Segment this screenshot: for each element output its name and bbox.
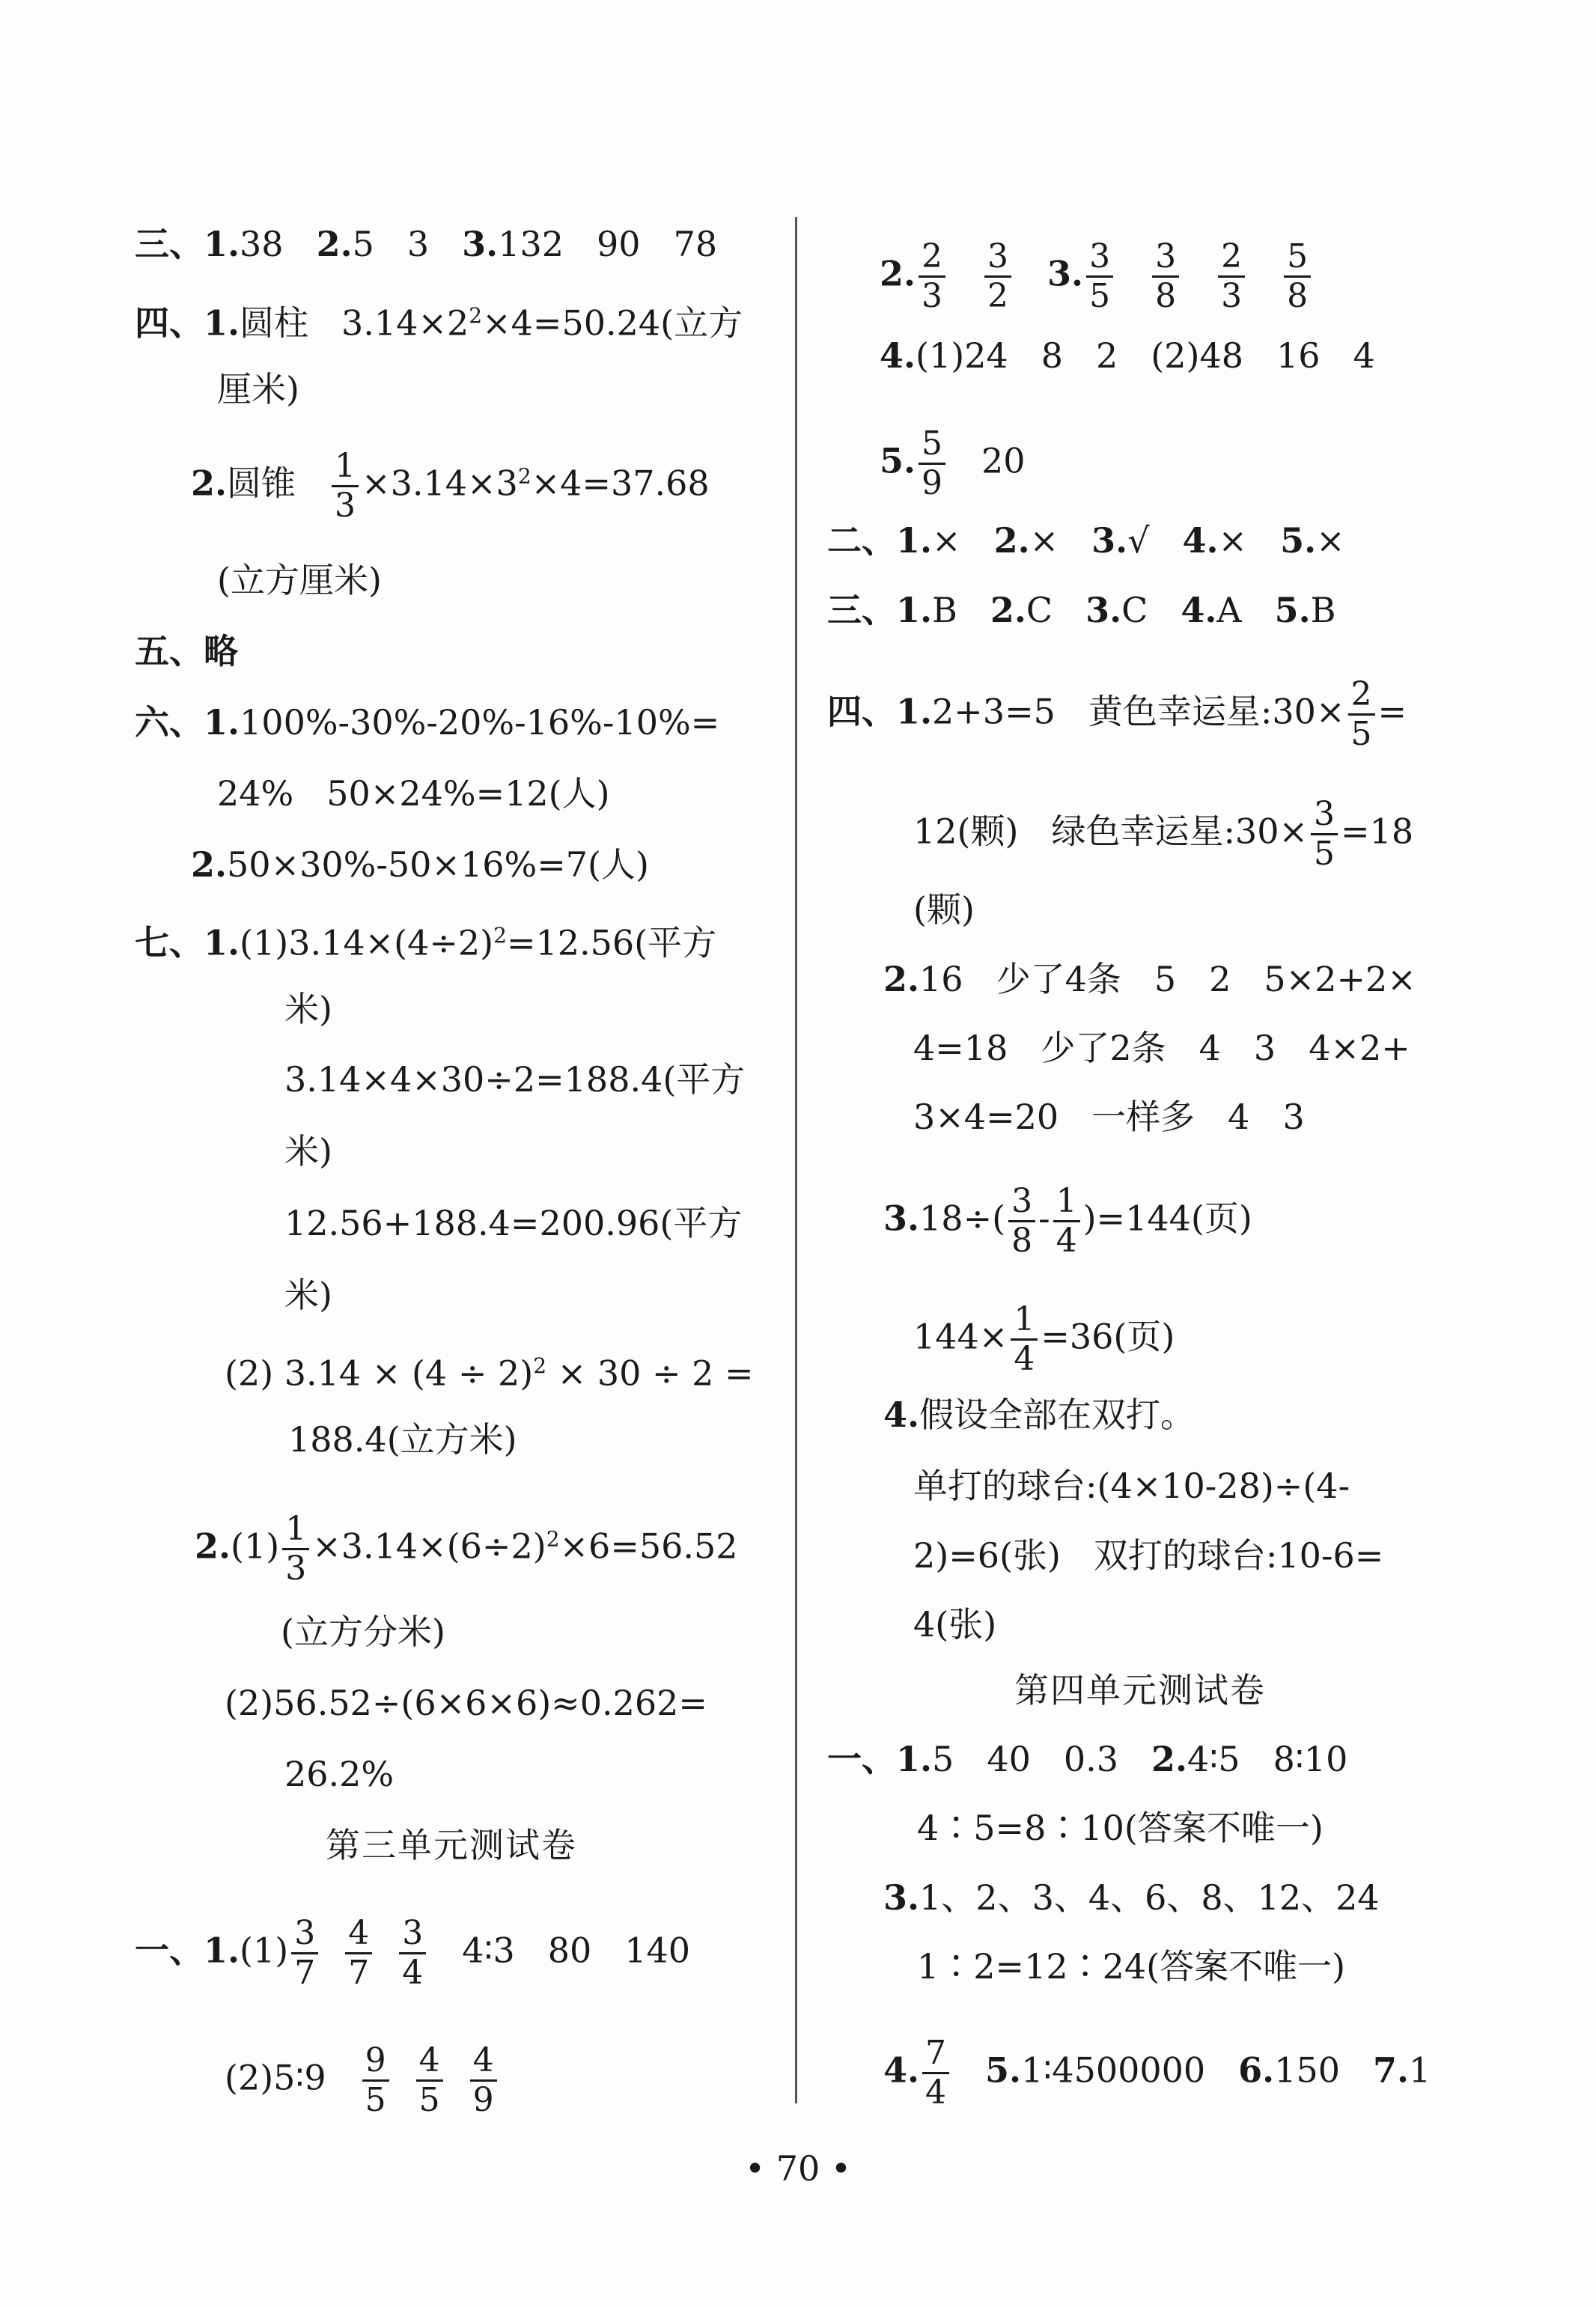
numerator: 3 — [1086, 240, 1113, 278]
answer: 4∶5 — [1187, 1739, 1240, 1779]
item-number: 1. — [204, 702, 240, 743]
denominator: 5 — [418, 2081, 440, 2120]
answer: 1∶4500000 — [1021, 2050, 1206, 2091]
formula: (2) 3.14 × (4 ÷ 2) — [225, 1353, 534, 1394]
answer: √ — [1127, 520, 1150, 561]
numerator: 2 — [919, 240, 945, 278]
denominator: 2 — [987, 277, 1009, 316]
item-number: 4. — [1182, 520, 1219, 561]
answer: 20 — [981, 440, 1026, 481]
left-section-si-1 — [135, 293, 743, 345]
left-liu-1-cont — [217, 771, 610, 816]
left-u3-1-part2 — [225, 2041, 500, 2120]
formula: 3.14×4×30÷2=188.4(平方 — [284, 1059, 746, 1100]
formula: 50×30%-50×16%=7(人) — [227, 844, 649, 885]
answer: (2)48 — [1151, 335, 1243, 376]
answer: 3 — [1282, 1097, 1305, 1137]
numerator: 2 — [1218, 240, 1245, 278]
formula: ×6=56.52 — [559, 1526, 738, 1567]
fraction — [1311, 795, 1338, 874]
denominator: 4 — [1056, 1222, 1077, 1261]
right-si-4-line4 — [913, 1602, 996, 1647]
formula: 5×2+2× — [1264, 959, 1416, 999]
denominator: 3 — [922, 277, 943, 316]
fraction — [399, 1914, 426, 1993]
denominator: 8 — [1155, 277, 1177, 316]
formula: (2)56.52÷(6×6×6)≈0.262= — [225, 1683, 707, 1723]
item-number: 1. — [204, 1930, 240, 1971]
numerator: 3 — [399, 1916, 426, 1954]
formula: (1) — [240, 1930, 289, 1971]
right-u4-4-7 — [883, 2036, 1431, 2110]
denominator: 3 — [335, 487, 356, 525]
item-number: 2. — [993, 520, 1030, 561]
formula: 米) — [284, 1131, 332, 1171]
answer: 4 — [1228, 1097, 1250, 1137]
answer: 圆柱 — [240, 302, 309, 344]
fraction — [922, 2036, 949, 2110]
item-number: 4. — [880, 335, 916, 376]
numerator: 1 — [1011, 1302, 1038, 1341]
right-section-si-1 — [827, 677, 1407, 752]
answer: 假设全部在双打。 — [919, 1395, 1196, 1435]
right-section-san — [827, 588, 1335, 633]
left-qi-2 — [195, 1512, 738, 1586]
answer: 78 — [673, 224, 718, 264]
answer: × — [1316, 520, 1345, 561]
exponent: 2 — [546, 1526, 560, 1552]
answer: 5 — [352, 224, 374, 264]
answer: 140 — [624, 1930, 691, 1971]
left-qi-1-part2 — [225, 1344, 754, 1395]
numerator: 1 — [332, 449, 359, 487]
right-u4-2-cont — [917, 1805, 1324, 1850]
answer: C — [1121, 590, 1148, 630]
denominator: 8 — [1011, 1222, 1033, 1261]
formula: - — [1038, 1198, 1050, 1239]
left-qi-1-line2-cont — [284, 1129, 332, 1174]
answer: 16 — [1276, 335, 1321, 376]
unit4-title — [1014, 1668, 1266, 1713]
item-number: 5. — [1274, 590, 1311, 630]
answer: 16 — [919, 959, 963, 999]
answer: 0.3 — [1063, 1739, 1119, 1779]
item-number: 1. — [896, 691, 933, 732]
section-label: 七、 — [135, 922, 204, 963]
formula: 2)=6(张) — [913, 1535, 1061, 1576]
answer: 5 — [932, 1739, 954, 1779]
right-si-2-line2 — [913, 1025, 1410, 1070]
item-number: 2. — [990, 590, 1026, 630]
left-section-wu — [135, 629, 238, 674]
section-label: 一、 — [135, 1930, 204, 1971]
fraction — [345, 1914, 372, 1993]
item-number: 2. — [880, 253, 916, 294]
left-qi-2-part2 — [225, 1680, 707, 1725]
formula: (立方厘米) — [217, 560, 382, 600]
unit3-title — [326, 1823, 577, 1868]
answer: C — [1026, 590, 1053, 630]
fraction — [332, 449, 359, 523]
answer: × — [1218, 520, 1248, 561]
numerator: 5 — [919, 427, 945, 465]
fraction — [919, 424, 945, 503]
item-number: 5. — [1280, 520, 1317, 561]
denominator: 8 — [1287, 277, 1309, 316]
item-number: 4. — [883, 1395, 920, 1435]
item-number: 1. — [204, 302, 240, 344]
formula: 黄色幸运星:30× — [1088, 691, 1345, 732]
formula: 单打的球台:(4×10-28)÷(4- — [913, 1466, 1350, 1506]
left-qi-1-line3 — [284, 1201, 742, 1246]
formula: 3.14×2 — [341, 302, 469, 344]
formula: (2)5∶9 — [225, 2057, 326, 2098]
formula: 50×24%=12(人) — [326, 773, 610, 814]
formula: 100%-30%-20%-16%-10%= — [240, 702, 720, 743]
numerator: 3 — [291, 1916, 318, 1954]
answer: 8 — [1041, 335, 1064, 376]
denominator: 7 — [348, 1954, 370, 1993]
fraction — [470, 2041, 497, 2120]
formula: =36(页) — [1041, 1316, 1175, 1357]
formula: ×3.14×(6÷2) — [312, 1526, 546, 1567]
item-number: 3. — [883, 1198, 920, 1239]
denominator: 4 — [925, 2073, 947, 2112]
answer: × — [1029, 520, 1059, 561]
right-si-4-line2 — [913, 1463, 1350, 1508]
formula: =18 — [1341, 811, 1414, 852]
left-si-2 — [191, 449, 710, 523]
fraction — [1008, 1182, 1035, 1261]
answer: 4 — [1353, 335, 1375, 376]
item-number: 2. — [191, 844, 228, 885]
answer: 4∶3 — [462, 1930, 515, 1971]
item-number: 4. — [1181, 590, 1217, 630]
right-u4-3-cont — [917, 1944, 1345, 1989]
fraction — [416, 2041, 443, 2120]
item-number: 3. — [883, 1877, 920, 1918]
answer: 3 — [406, 224, 430, 264]
fraction — [291, 1914, 318, 1993]
item-number: 1. — [896, 590, 933, 630]
numerator: 3 — [984, 240, 1011, 278]
right-item-5 — [880, 424, 1026, 503]
fraction — [282, 1512, 309, 1586]
answer: 1 — [1409, 2050, 1431, 2091]
numerator: 5 — [1284, 240, 1311, 278]
left-qi-2-part2-cont — [284, 1752, 394, 1796]
answer: A — [1216, 590, 1242, 630]
item-number: 7. — [1373, 2050, 1410, 2091]
denominator: 3 — [1221, 277, 1243, 316]
item-number: 5. — [985, 2050, 1022, 2091]
item-number: 1. — [204, 224, 240, 264]
fraction — [1152, 237, 1179, 316]
answer: 1、2、3、4、6、8、12、24 — [919, 1877, 1380, 1918]
formula: 144× — [913, 1316, 1008, 1357]
formula: (颗) — [913, 889, 975, 930]
formula: 12(颗) — [913, 811, 1019, 852]
answer: B — [932, 590, 957, 630]
left-u3-yi-1 — [135, 1914, 691, 1993]
item-number: 3. — [462, 224, 499, 264]
answer: B — [1310, 590, 1336, 630]
formula: 米) — [284, 989, 332, 1029]
formula: 4=18 — [913, 1028, 1008, 1068]
answer: 40 — [987, 1739, 1031, 1779]
fraction — [1218, 237, 1245, 316]
denominator: 9 — [472, 2081, 494, 2120]
section-label: 四、 — [135, 302, 204, 344]
right-u4-3 — [883, 1875, 1380, 1920]
formula: =12.56(平方 — [506, 922, 717, 963]
column-divider — [795, 217, 797, 2103]
item-number: 3. — [1091, 520, 1128, 561]
item-number: 2. — [316, 224, 353, 264]
section-label: 三、 — [827, 590, 896, 630]
denominator: 7 — [294, 1954, 316, 1993]
right-si-1-cont2 — [913, 887, 975, 932]
numerator: 4 — [470, 2044, 497, 2082]
left-section-qi — [135, 913, 716, 965]
answer: 2 — [1096, 335, 1118, 376]
answer: 3 — [1253, 1028, 1276, 1068]
item-number: 1. — [204, 922, 240, 963]
formula: 24% — [217, 773, 294, 814]
heading-text: 第三单元测试卷 — [326, 1825, 577, 1865]
numerator: 3 — [1152, 240, 1179, 278]
formula: (立方分米) — [281, 1612, 445, 1652]
denominator: 4 — [402, 1954, 424, 1993]
formula: ×4=37.68 — [531, 463, 710, 504]
page-number-text: 70 — [776, 2148, 820, 2189]
item-number: 3. — [1085, 590, 1122, 630]
left-qi-1-line3-cont — [284, 1273, 332, 1317]
formula: 18÷( — [919, 1198, 1006, 1239]
denominator: 3 — [285, 1549, 307, 1588]
numerator: 3 — [1311, 797, 1338, 835]
numerator: 1 — [1053, 1184, 1080, 1222]
denominator: 5 — [1314, 835, 1335, 874]
formula: (1)3.14×(4÷2) — [240, 922, 494, 963]
fraction — [1348, 677, 1375, 752]
right-si-2 — [883, 957, 1416, 1002]
formula: ×3.14×3 — [362, 463, 518, 504]
left-section-san — [135, 222, 717, 266]
answer: × — [932, 520, 961, 561]
section-label: 二、 — [827, 520, 896, 561]
right-item-2-3 — [880, 237, 1314, 316]
answer: 4 — [1198, 1028, 1221, 1068]
numerator: 4 — [416, 2044, 443, 2082]
item-number: 3. — [1047, 253, 1084, 294]
fraction — [362, 2041, 389, 2120]
section-label: 三、 — [135, 224, 204, 264]
formula: 4×2+ — [1309, 1028, 1410, 1068]
item-number: 2. — [883, 959, 920, 999]
numerator: 3 — [1008, 1184, 1035, 1222]
right-si-4-line3 — [913, 1533, 1383, 1578]
fraction — [984, 237, 1011, 316]
answer: 90 — [597, 224, 641, 264]
numerator: 2 — [1348, 677, 1375, 716]
formula: 2+3=5 — [932, 691, 1056, 732]
numerator: 9 — [362, 2044, 389, 2082]
section-label: 六、 — [135, 702, 204, 743]
section-label: 一、 — [827, 1739, 896, 1779]
left-qi-2-cont — [281, 1609, 445, 1654]
right-item-4 — [880, 333, 1375, 378]
formula: )=144(页) — [1082, 1198, 1252, 1239]
denominator: 4 — [1014, 1340, 1035, 1379]
formula: 26.2% — [284, 1754, 395, 1794]
fraction — [1053, 1182, 1080, 1261]
left-section-liu — [135, 700, 719, 745]
exponent: 2 — [493, 923, 507, 948]
formula: 1∶2=12∶24(答案不唯一) — [917, 1946, 1346, 1987]
formula: = — [1377, 691, 1407, 732]
right-si-1-cont — [913, 795, 1414, 874]
heading-text: 第四单元测试卷 — [1014, 1670, 1266, 1710]
right-si-3-line2 — [913, 1302, 1175, 1377]
right-si-2-line3 — [913, 1094, 1305, 1139]
fraction — [1284, 237, 1311, 316]
answer: 5 — [1154, 959, 1177, 999]
formula: 绿色幸运星:30× — [1051, 811, 1309, 852]
formula: 米) — [284, 1275, 332, 1315]
formula: 4∶5=8∶10(答案不唯一) — [917, 1808, 1324, 1848]
right-u4-yi — [827, 1737, 1347, 1782]
answer: 少了4条 — [996, 959, 1121, 999]
left-si-1-cont — [217, 367, 299, 412]
left-qi-1-part2-cont — [288, 1417, 517, 1462]
answer: 132 — [498, 224, 564, 264]
right-si-4 — [883, 1392, 1195, 1437]
denominator: 5 — [1350, 715, 1372, 754]
fraction — [1086, 237, 1113, 316]
item-number: 2. — [1151, 1739, 1188, 1779]
item-number: 5. — [880, 440, 916, 481]
answer: 少了2条 — [1041, 1028, 1166, 1068]
numerator: 7 — [922, 2036, 949, 2074]
item-number: 6. — [1238, 2050, 1275, 2091]
answer: 8∶10 — [1273, 1739, 1348, 1779]
numerator: 4 — [345, 1916, 372, 1954]
exponent: 2 — [517, 463, 532, 489]
right-section-er — [827, 518, 1345, 563]
answer: 2 — [1209, 959, 1231, 999]
item-number: 4. — [883, 2050, 920, 2091]
item-number: 1. — [896, 1739, 933, 1779]
answer: 150 — [1274, 2050, 1341, 2091]
section-label: 四、 — [827, 691, 896, 732]
formula: 4(张) — [913, 1604, 997, 1645]
item-number: 2. — [195, 1526, 231, 1567]
left-si-2-cont — [217, 558, 382, 603]
right-si-3 — [883, 1182, 1252, 1261]
fraction — [1011, 1302, 1038, 1377]
item-number: 2. — [191, 463, 228, 504]
answer: 80 — [547, 1930, 592, 1971]
exponent: 2 — [533, 1353, 547, 1378]
fraction — [919, 237, 945, 316]
left-qi-1-line2 — [284, 1057, 745, 1102]
formula: 3×4=20 — [913, 1097, 1059, 1137]
formula: 12.56+188.4=200.96(平方 — [284, 1203, 743, 1243]
answer: 38 — [240, 224, 284, 264]
left-qi-1-cont — [284, 987, 332, 1031]
formula: 双打的球台:10-6= — [1093, 1535, 1384, 1576]
denominator: 5 — [1089, 277, 1111, 316]
formula: ×4=50.24(立方 — [482, 302, 743, 344]
answer: (1)24 — [916, 335, 1008, 376]
item-number: 1. — [896, 520, 933, 561]
denominator: 9 — [922, 464, 943, 503]
formula: (1) — [231, 1526, 280, 1567]
answer: 一样多 — [1091, 1097, 1196, 1137]
numerator: 1 — [282, 1512, 309, 1550]
section-label: 五、略 — [135, 631, 238, 671]
exponent: 2 — [469, 303, 483, 328]
denominator: 5 — [365, 2081, 386, 2120]
left-liu-2 — [191, 842, 649, 887]
formula: × 30 ÷ 2 = — [546, 1353, 754, 1394]
page-number: • 70 • — [744, 2148, 852, 2189]
formula: 厘米) — [217, 369, 299, 409]
formula: 188.4(立方米) — [288, 1419, 517, 1460]
answer: 圆锥 — [227, 463, 296, 504]
